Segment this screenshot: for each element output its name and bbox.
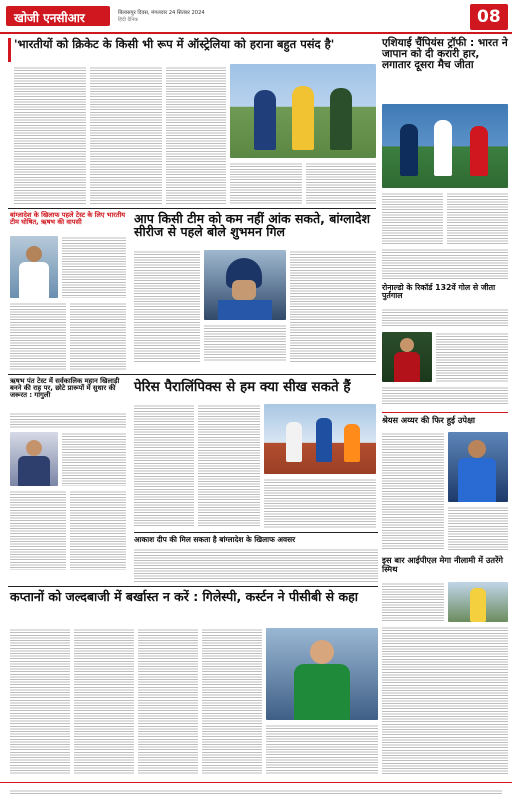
- story1-column-2: [90, 66, 162, 204]
- story6-headline: ऋषभ पंत टेस्ट में सर्वकालिक महान खिलाड़ी बनने की राह पर, छोटे प्रारूपों में सुधार की जरूरत : गांगुली: [10, 377, 120, 400]
- athlete-3: [344, 424, 360, 462]
- story5-headline: रोनाल्डो के रिकॉर्ड 132वें गोल से जीता पुर्तगाल: [382, 283, 496, 301]
- story2-column-1: [382, 192, 443, 244]
- story11-column-4: [202, 628, 262, 774]
- section-badge: [6, 6, 110, 26]
- divider-1: [8, 208, 376, 209]
- story4-column-2: [204, 324, 286, 362]
- section-title: खोजी एनसीआर: [14, 11, 85, 25]
- story1-column-1: [14, 66, 86, 204]
- story6-column-4: [70, 490, 126, 570]
- coach-body: [294, 664, 350, 720]
- story10-column-1: [382, 582, 444, 622]
- story6-column-1: [10, 412, 126, 428]
- footer-imprint: [10, 789, 502, 794]
- date-line: बिलासपुर दिवस, मंगलवार 24 सितंबर 2024: [118, 10, 205, 16]
- story2-column-3: [382, 248, 508, 280]
- story4-headline: आप किसी टीम को कम नहीं आंक सकते, बांग्लादेश सीरीज से पहले बोले शुभमन गिल: [134, 211, 370, 240]
- story2-photo: [382, 104, 508, 188]
- ganguly-head: [26, 440, 42, 456]
- story6-photo: [10, 432, 58, 486]
- smith-figure: [470, 588, 486, 622]
- story11-column-3: [138, 628, 198, 774]
- story10-headline: इस बार आईपीएल मेगा नीलामी में उतरेंगे स्मिथ: [382, 555, 504, 574]
- story4-column-1: [134, 250, 200, 362]
- story2-column-2: [447, 192, 508, 244]
- story2-headline: एशियाई चैंपियंस ट्रॉफी : भारत ने जापान को दी करारी हार, लगातार दूसरा मैच जीता: [382, 37, 508, 72]
- masthead: [0, 0, 512, 34]
- story11-column-2: [74, 628, 134, 774]
- story8-headline: श्रेयस अय्यर की फिर हुई उपेक्षा: [382, 415, 476, 425]
- hockey-player-3: [470, 126, 488, 176]
- story8-column-1: [382, 432, 444, 550]
- story6-column-2: [62, 432, 126, 486]
- edition-label: हिंदी दैनिक: [118, 17, 139, 23]
- story8-column-2: [448, 506, 508, 550]
- story1-column-5: [306, 162, 376, 204]
- story7-headline: पेरिस पैरालिंपिक्स से हम क्या सीख सकते हैं: [134, 379, 351, 395]
- story1-accent-bar: [8, 38, 11, 62]
- footer: [0, 782, 512, 800]
- story11-photo: [266, 628, 378, 720]
- story1-column-3: [166, 66, 226, 204]
- player-figure-mid: [292, 86, 314, 150]
- story5-column-3: [382, 386, 508, 406]
- story8-photo: [448, 432, 508, 502]
- story8-accent-bar: [382, 412, 508, 413]
- story1-headline: 'भारतीयों को क्रिकेट के किसी भी रूप में ऑस्ट्रेलिया को हराना बहुत पसंद है': [14, 37, 335, 51]
- story3-column-2: [10, 302, 66, 370]
- story3-headline: बांग्लादेश के खिलाफ पहले टेस्ट के लिए भारतीय टीम घोषित, ऋषभ की वापसी: [10, 211, 126, 226]
- story7-column-3: [264, 478, 376, 528]
- player-body: [19, 262, 49, 298]
- story1-photo: [230, 64, 376, 158]
- divider-2: [8, 374, 376, 375]
- story5-column-2: [436, 332, 508, 382]
- hockey-player-2: [434, 120, 452, 176]
- story11-column-1: [10, 628, 70, 774]
- story9-column-1: [134, 548, 378, 582]
- coach-head: [310, 640, 334, 664]
- player-head: [26, 246, 42, 262]
- story3-photo: [10, 236, 58, 298]
- footballer-head: [400, 338, 414, 352]
- iyer-body: [458, 458, 496, 502]
- page-number-box: [470, 4, 508, 30]
- story10-photo: [448, 582, 508, 622]
- story11-column-5: [266, 724, 378, 774]
- story11-headline: कप्तानों को जल्दबाजी में बर्खास्त न करें : गिलेस्पी, कर्स्टन ने पीसीबी से कहा: [10, 589, 358, 604]
- face: [232, 280, 256, 300]
- divider-4: [8, 586, 378, 587]
- divider-3: [134, 532, 378, 533]
- iyer-head: [468, 440, 486, 458]
- story10-column-2: [382, 626, 508, 776]
- story7-column-2: [198, 404, 260, 528]
- player-figure-right: [330, 88, 352, 150]
- story1-column-4: [230, 162, 302, 204]
- story7-column-1: [134, 404, 194, 528]
- story6-column-3: [10, 490, 66, 570]
- footballer-body: [394, 352, 420, 382]
- story7-photo: [264, 404, 376, 474]
- athlete-1: [286, 422, 302, 462]
- hockey-player-1: [400, 124, 418, 176]
- ganguly-body: [18, 456, 50, 486]
- jersey: [218, 300, 272, 320]
- athlete-2: [316, 418, 332, 462]
- story4-column-3: [290, 250, 376, 362]
- story5-column-1: [382, 308, 508, 328]
- story3-column-3: [70, 302, 126, 370]
- player-figure-left: [254, 90, 276, 150]
- page-number: 08: [477, 7, 501, 27]
- story3-column-1: [62, 236, 126, 298]
- story9-headline: आकाश दीप की मिल सकता है बांग्लादेश के खिलाफ अवसर: [134, 535, 296, 544]
- story5-photo: [382, 332, 432, 382]
- story4-photo: [204, 250, 286, 320]
